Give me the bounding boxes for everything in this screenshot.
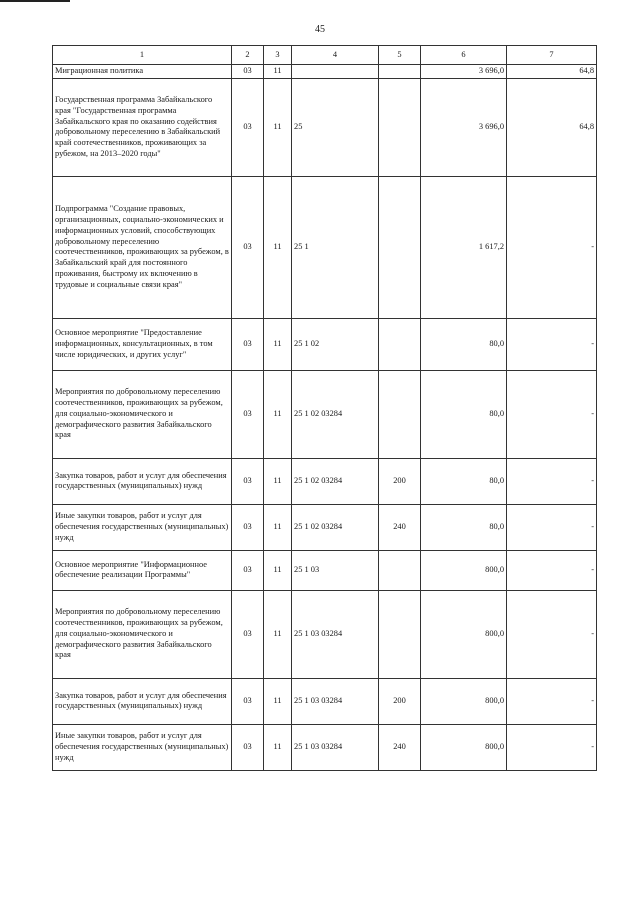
table-row bbox=[53, 318, 597, 370]
row-share: - bbox=[507, 550, 597, 590]
row-target-code: 25 1 03 bbox=[292, 550, 379, 590]
row-expense-type bbox=[379, 590, 421, 678]
row-share: 64,8 bbox=[507, 78, 597, 176]
row-share: - bbox=[507, 458, 597, 504]
row-share: - bbox=[507, 724, 597, 770]
table-row bbox=[53, 370, 597, 458]
row-section: 03 bbox=[232, 550, 264, 590]
row-expense-type bbox=[379, 318, 421, 370]
row-subsection: 11 bbox=[264, 678, 292, 724]
row-section: 03 bbox=[232, 504, 264, 550]
row-name: Мероприятия по добровольному переселению соотечественников, проживающих за рубежом, для социально-экономического и демографического развития Забайкальского края bbox=[53, 370, 232, 458]
row-name: Миграционная политика bbox=[53, 65, 232, 79]
row-name: Подпрограмма "Создание правовых, организационных, социально-экономических и информационных условий, способствующих добровольному переселению соотечественников, проживающих за рубежом, в Забайкальский край для постоянного проживания, быстрому их включению в трудовые и социальные связи края" bbox=[53, 176, 232, 318]
row-target-code: 25 1 03 03284 bbox=[292, 590, 379, 678]
row-share: - bbox=[507, 176, 597, 318]
row-name: Закупка товаров, работ и услуг для обеспечения государственных (муниципальных) нужд bbox=[53, 458, 232, 504]
row-expense-type: 200 bbox=[379, 678, 421, 724]
row-amount: 800,0 bbox=[421, 678, 507, 724]
row-subsection: 11 bbox=[264, 458, 292, 504]
row-expense-type bbox=[379, 65, 421, 79]
header-col-1: 1 bbox=[53, 46, 232, 65]
row-name: Мероприятия по добровольному переселению соотечественников, проживающих за рубежом, для социально-экономического и демографического развития Забайкальского края bbox=[53, 590, 232, 678]
table-row bbox=[53, 550, 597, 590]
row-section: 03 bbox=[232, 318, 264, 370]
corner-mark bbox=[0, 0, 70, 2]
row-amount: 800,0 bbox=[421, 550, 507, 590]
table-row bbox=[53, 678, 597, 724]
row-share: 64,8 bbox=[507, 65, 597, 79]
row-section: 03 bbox=[232, 678, 264, 724]
row-amount: 80,0 bbox=[421, 370, 507, 458]
row-section: 03 bbox=[232, 458, 264, 504]
table-row bbox=[53, 78, 597, 176]
row-amount: 80,0 bbox=[421, 318, 507, 370]
budget-table bbox=[52, 45, 597, 771]
table-row bbox=[53, 590, 597, 678]
row-subsection: 11 bbox=[264, 318, 292, 370]
table-row bbox=[53, 458, 597, 504]
page-number: 45 bbox=[315, 24, 325, 35]
row-expense-type: 200 bbox=[379, 458, 421, 504]
row-target-code: 25 bbox=[292, 78, 379, 176]
row-subsection: 11 bbox=[264, 724, 292, 770]
row-amount: 80,0 bbox=[421, 504, 507, 550]
row-share: - bbox=[507, 504, 597, 550]
row-amount: 1 617,2 bbox=[421, 176, 507, 318]
row-expense-type: 240 bbox=[379, 724, 421, 770]
row-subsection: 11 bbox=[264, 550, 292, 590]
row-expense-type bbox=[379, 550, 421, 590]
row-expense-type bbox=[379, 370, 421, 458]
row-target-code: 25 1 02 03284 bbox=[292, 370, 379, 458]
row-target-code: 25 1 02 bbox=[292, 318, 379, 370]
row-amount: 800,0 bbox=[421, 724, 507, 770]
row-target-code: 25 1 02 03284 bbox=[292, 504, 379, 550]
row-share: - bbox=[507, 590, 597, 678]
row-subsection: 11 bbox=[264, 370, 292, 458]
row-expense-type bbox=[379, 176, 421, 318]
header-col-2: 2 bbox=[232, 46, 264, 65]
row-share: - bbox=[507, 318, 597, 370]
row-target-code: 25 1 03 03284 bbox=[292, 724, 379, 770]
row-target-code: 25 1 bbox=[292, 176, 379, 318]
row-subsection: 11 bbox=[264, 590, 292, 678]
header-col-3: 3 bbox=[264, 46, 292, 65]
header-col-7: 7 bbox=[507, 46, 597, 65]
header-col-4: 4 bbox=[292, 46, 379, 65]
row-share: - bbox=[507, 678, 597, 724]
row-subsection: 11 bbox=[264, 65, 292, 79]
row-name: Основное мероприятие "Предоставление информационных, консультационных, в том числе юридических, и других услуг" bbox=[53, 318, 232, 370]
row-amount: 800,0 bbox=[421, 590, 507, 678]
row-section: 03 bbox=[232, 65, 264, 79]
row-amount: 3 696,0 bbox=[421, 65, 507, 79]
row-section: 03 bbox=[232, 78, 264, 176]
row-subsection: 11 bbox=[264, 504, 292, 550]
row-name: Иные закупки товаров, работ и услуг для обеспечения государственных (муниципальных) нужд bbox=[53, 724, 232, 770]
table-row bbox=[53, 724, 597, 770]
row-name: Закупка товаров, работ и услуг для обеспечения государственных (муниципальных) нужд bbox=[53, 678, 232, 724]
row-name: Иные закупки товаров, работ и услуг для обеспечения государственных (муниципальных) нужд bbox=[53, 504, 232, 550]
table-row bbox=[53, 504, 597, 550]
row-section: 03 bbox=[232, 590, 264, 678]
row-section: 03 bbox=[232, 724, 264, 770]
row-subsection: 11 bbox=[264, 176, 292, 318]
header-col-6: 6 bbox=[421, 46, 507, 65]
header-col-5: 5 bbox=[379, 46, 421, 65]
row-expense-type: 240 bbox=[379, 504, 421, 550]
row-share: - bbox=[507, 370, 597, 458]
table-row bbox=[53, 65, 597, 79]
row-name: Основное мероприятие "Информационное обеспечение реализации Программы" bbox=[53, 550, 232, 590]
row-amount: 3 696,0 bbox=[421, 78, 507, 176]
row-expense-type bbox=[379, 78, 421, 176]
row-target-code: 25 1 02 03284 bbox=[292, 458, 379, 504]
row-name: Государственная программа Забайкальского края "Государственная программа Забайкальского края по оказанию содействия добровольному переселению в Забайкальский край соотечественников, проживающих за рубежом, на 2013–2020 годы" bbox=[53, 78, 232, 176]
header-row bbox=[53, 46, 597, 65]
table-row bbox=[53, 176, 597, 318]
row-section: 03 bbox=[232, 176, 264, 318]
row-subsection: 11 bbox=[264, 78, 292, 176]
row-target-code: 25 1 03 03284 bbox=[292, 678, 379, 724]
row-amount: 80,0 bbox=[421, 458, 507, 504]
row-target-code bbox=[292, 65, 379, 79]
row-section: 03 bbox=[232, 370, 264, 458]
